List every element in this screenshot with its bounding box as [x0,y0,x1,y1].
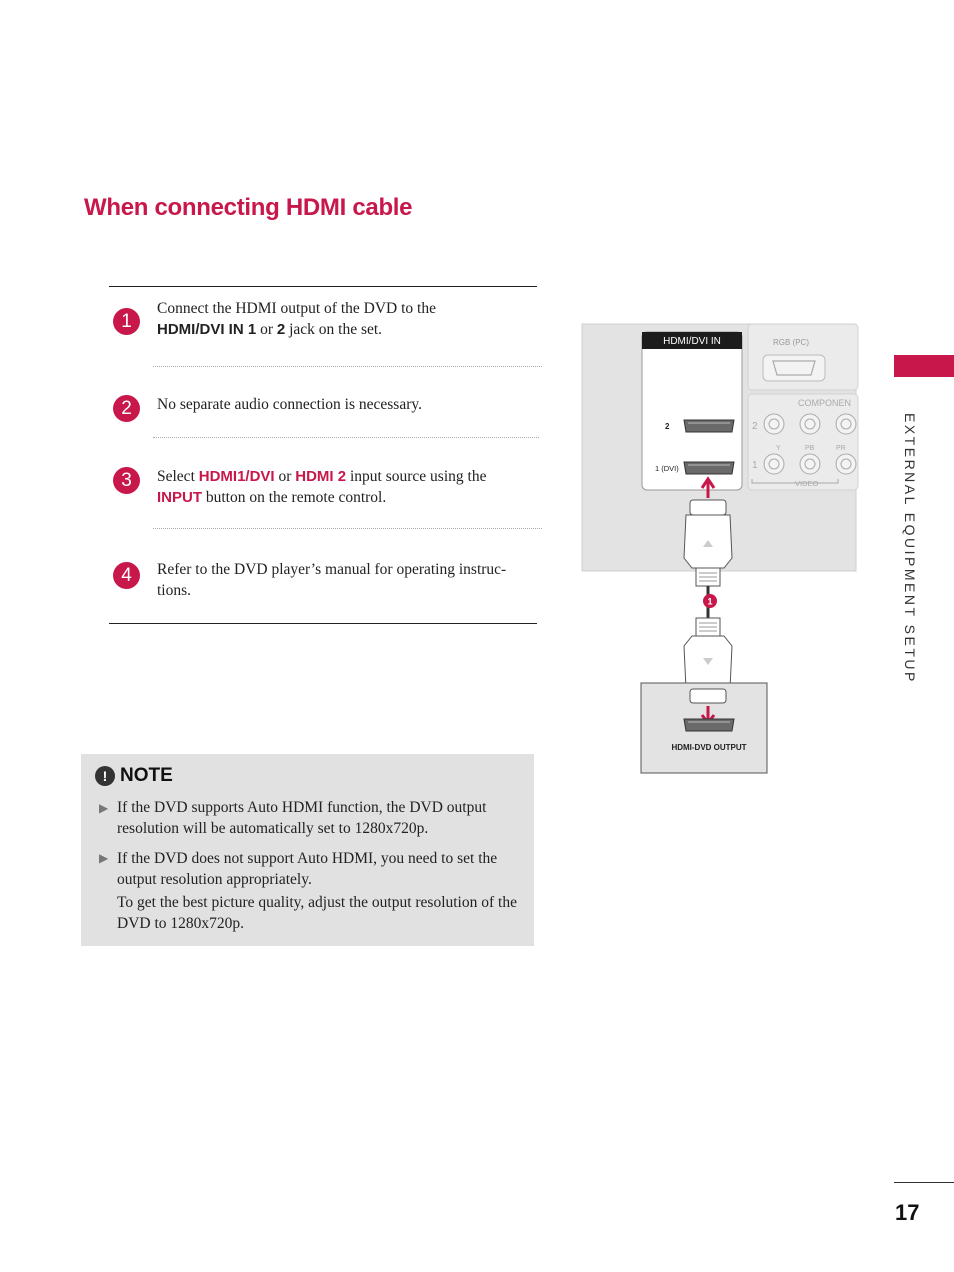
note-title: NOTE [120,765,173,786]
step-number-2: 2 [113,395,140,422]
port-2-label: 2 [665,422,670,431]
component-row-2: 2 [752,421,758,432]
hdmi-port-1 [684,462,734,474]
step-1-text [157,298,542,340]
note-item-1: If the DVD supports Auto HDMI function, the DVD output resolution will be automatically set to 1280x720p. [117,799,487,837]
step-3-tail: button on the remote control. [205,489,387,506]
bullet-arrow-icon: ▶ [99,851,109,865]
hdmi-connection-diagram [580,322,860,778]
hdmi-port-2 [684,420,734,432]
step-divider [153,366,542,367]
step-1-line: Connect the HDMI output of the DVD to the [157,300,436,317]
step-number-1: 1 [113,308,140,335]
step-3-mid: input source using the [349,468,487,485]
y-label: Y [776,445,781,452]
component-row-1: 1 [752,460,758,471]
exclamation-icon: ! [95,766,115,786]
dvd-hdmi-port [684,719,734,731]
dvd-output-label: HDMI-DVD OUTPUT [671,743,747,752]
steps-top-rule [109,286,537,287]
note-item-2: If the DVD does not support Auto HDMI, you need to set the output resolution appropriately. [117,850,498,888]
note-item-extra: To get the best picture quality, adjust the output resolution of the DVD to 1280x720p. [117,894,517,932]
component-area [748,394,858,490]
cable-marker-label: 1 [707,596,713,607]
page-title: When connecting HDMI cable [84,194,413,221]
port-1-label: 1 (DVI) [655,464,679,473]
step-3-input-button: INPUT [157,489,202,506]
step-divider [153,437,539,438]
hdmi-plug-top-icon [684,500,732,586]
step-3-source-1: HDMI1/DVI [198,468,275,485]
note-header [95,765,173,787]
step-1-jack-1: HDMI/DVI IN 1 [157,321,257,338]
step-1-or: or [260,321,273,338]
step-3-text [157,466,542,508]
page-number: 17 [895,1200,920,1225]
step-3-source-2: HDMI 2 [295,468,347,485]
hdmi-in-label: HDMI/DVI IN [663,336,721,347]
step-number-4: 4 [113,562,140,589]
component-jacks-row-2 [764,414,856,434]
steps-bottom-rule [109,623,537,624]
step-1-tail: jack on the set. [289,321,383,338]
rgb-pc-label: RGB (PC) [773,338,809,347]
pb-label: PB [805,445,815,452]
pr-label: PR [836,445,846,452]
component-label: COMPONEN [798,398,852,408]
step-1-jack-2: 2 [276,321,286,338]
component-jacks-row-1 [764,454,856,474]
step-3-select: Select [157,468,195,485]
step-4-text: Refer to the DVD player’s manual for operating instruc- tions. [157,561,507,599]
step-2-text: No separate audio connection is necessary. [157,396,422,413]
bullet-arrow-icon: ▶ [99,801,109,815]
step-3-or: or [278,468,292,485]
step-divider [153,528,542,529]
page-number-rule [894,1182,954,1183]
step-number-3: 3 [113,467,140,494]
section-tab [894,355,954,377]
video-label: VIDEO [795,479,819,488]
section-side-label: EXTERNAL EQUIPMENT SETUP [902,413,918,684]
rgb-port-icon [763,355,825,381]
